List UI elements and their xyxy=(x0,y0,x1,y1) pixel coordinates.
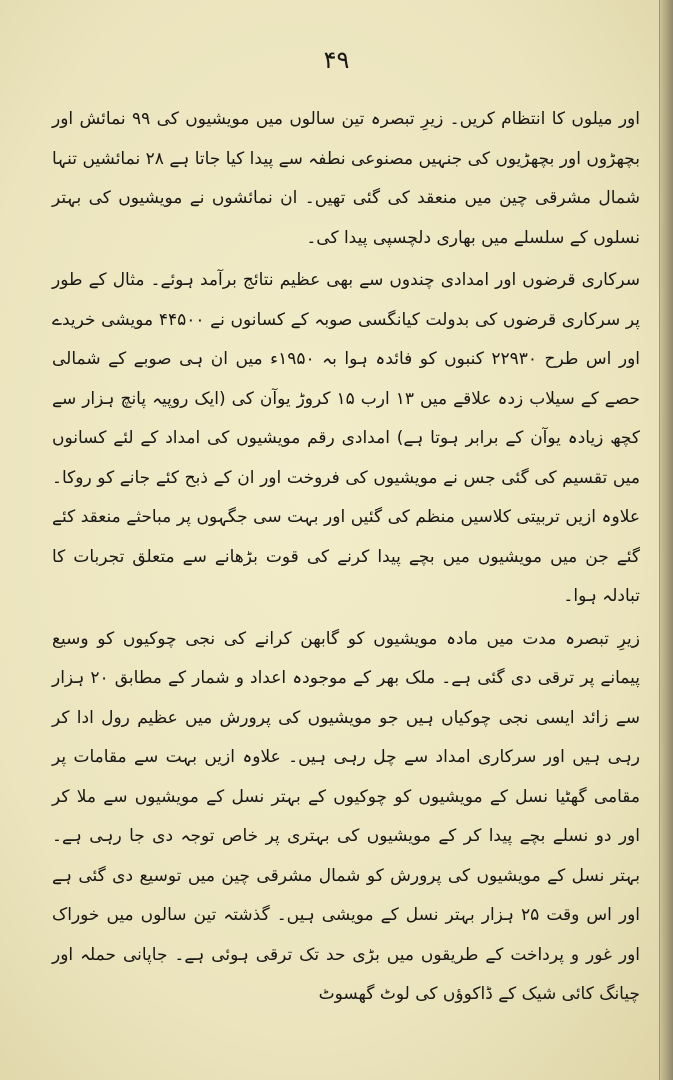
urdu-text-body xyxy=(52,100,640,1015)
paragraph-1: اور میلوں کا انتظام کریں۔ زیرِ تبصرہ تین سالوں میں مویشیوں کی ۹۹ نمائش اور بچھڑوں اور بچھڑیوں کی جنہیں مصنوعی نطفہ سے پیدا کیا جاتا ہے ۲۸ نمائشیں تنہا شمال مشرقی چین میں منعقد کی گئی تھیں۔ ان نمائشوں نے مویشیوں کی بہتر نسلوں کے سلسلے میں بھاری دلچسپی پیدا کی۔ xyxy=(52,109,640,248)
paragraph-2: سرکاری قرضوں اور امدادی چندوں سے بھی عظیم نتائج برآمد ہوئے۔ مثال کے طور پر سرکاری قرضوں کی بدولت کیانگسی صوبہ کے کسانوں نے ۴۴۵۰۰ مویشی خریدے اور اس طرح ۲۲۹۳۰ کنبوں کو فائدہ ہوا بہ ۱۹۵۰ء میں ان ہی صوبے کے شمالی حصے کے سیلاب زدہ علاقے میں ۱۳ ارب ۱۵ کروڑ یوآن کی (ایک روپیہ پانچ ہزار سے کچھ زیادہ یوآن کے برابر ہوتا ہے) امدادی رقم مویشیوں کی امداد کے لئے کسانوں میں تقسیم کی گئی جس نے مویشیوں کی فروخت اور ان کے ذبح کئے جانے کو روکا۔ علاوہ ازیں تربیتی کلاسیں منظم کی گئیں اور بہت سی جگہوں پر مباحثے منعقد کئے گئے جن میں مویشیوں میں بچے پیدا کرنے کی قوت بڑھانے سے متعلق تجربات کا تبادلہ ہوا۔ xyxy=(52,270,641,606)
paragraph-3: زیرِ تبصرہ مدت میں مادہ مویشیوں کو گابھن کرانے کی نجی چوکیوں کو وسیع پیمانے پر ترقی دی گئی ہے۔ ملک بھر کے موجودہ اعداد و شمار کے مطابق ۲۰ ہزار سے زائد ایسی نجی چوکیاں ہیں جو مویشیوں کی پرورش میں عظیم رول ادا کر رہی ہیں اور سرکاری امداد سے چل رہی ہیں۔ علاوہ ازیں بہت سے مقامات پر مقامی گھٹیا نسل کے مویشیوں کو چوکیوں کے بہتر نسل کے مویشیوں سے ملا کر اور دو نسلے بچے پیدا کر کے مویشیوں کی بہتری پر خاص توجہ دی جا رہی ہے۔ بہتر نسل کے مویشیوں کی پرورش کو شمال مشرقی چین میں توسیع دی گئی ہے اور اس وقت ۲۵ ہزار بہتر نسل کے مویشی ہیں۔ گذشتہ تین سالوں میں خوراک اور غور و پرداخت کے طریقوں میں بڑی حد تک ترقی ہوئی ہے۔ جاپانی حملہ اور چیانگ کائی شیک کے ڈاکوؤں کی لوٹ گھسوٹ xyxy=(52,628,640,1004)
page-number: ۴۹ xyxy=(323,46,350,74)
page-binding-line xyxy=(659,0,660,1080)
page-binding-edge xyxy=(659,0,673,1080)
